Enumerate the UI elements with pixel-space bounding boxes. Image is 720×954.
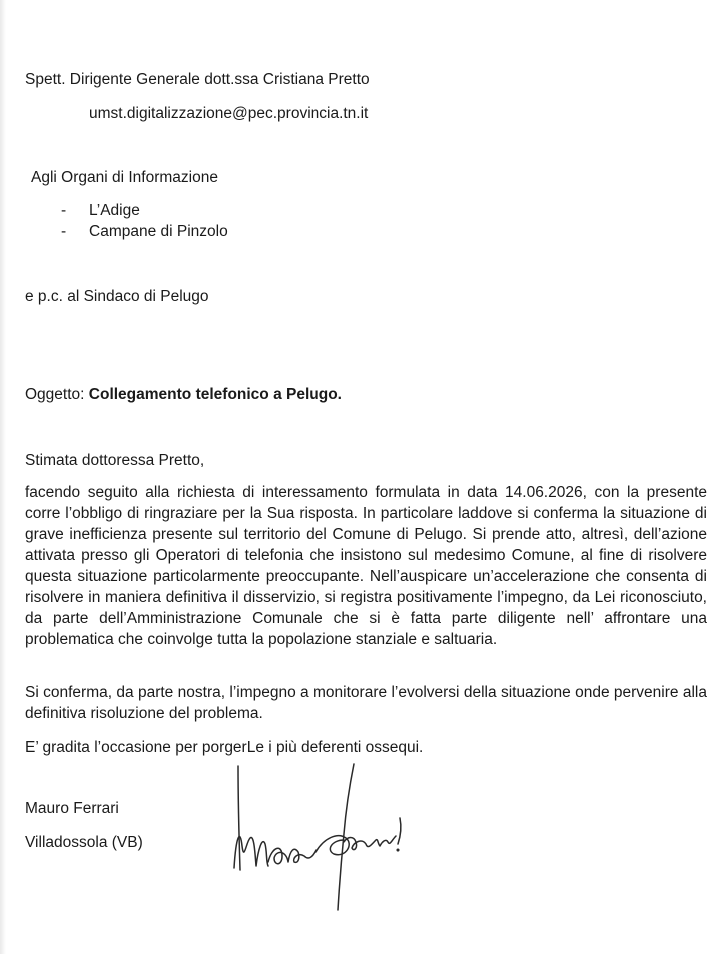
salutation: Stimata dottoressa Pretto, [25,452,205,469]
list-dash: - [61,202,67,219]
media-item-ladige: L’Adige [89,202,140,219]
body-paragraph-2: Si conferma, da parte nostra, l’impegno a monitorare l’evolversi della situazione onde pervenire alla definitiva risoluzione del problema. [25,684,707,722]
handwritten-signature [228,758,428,918]
media-heading: Agli Organi di Informazione [31,169,218,186]
subject-line [25,385,342,405]
closing-line: E’ gradita l’occasione per porgerLe i più deferenti ossequi. [25,739,424,756]
sender-place: Villadossola (VB) [25,834,143,851]
recipient-line: Spett. Dirigente Generale dott.ssa Cristiana Pretto [25,71,370,88]
cc-line: e p.c. al Sindaco di Pelugo [25,288,209,305]
subject-label: Oggetto: [25,386,85,403]
sender-name: Mauro Ferrari [25,800,119,817]
scan-edge [0,0,6,954]
subject-text: Collegamento telefonico a Pelugo. [88,386,342,403]
recipient-email: umst.digitalizzazione@pec.provincia.tn.it [89,105,369,122]
media-item-campane: Campane di Pinzolo [89,223,228,240]
body-paragraph-1: facendo seguito alla richiesta di interessamento formulata in data 14.06.2026, con la presente corre l’obbligo di ringraziare per la Sua risposta. In particolare laddove si conferma la situazione di grave inefficienza presente sul territorio del Comune di Pelugo. Si prende atto, altresì, dell’azione attivata presso gli Operatori di telefonia che insistono sul medesimo Comune, al fine di risolvere questa situazione particolarmente preoccupante. Nell’auspicare un’accelerazione che consenta di risolvere in maniera definitiva il disservizio, si registra positivamente l’impegno, da Lei riconosciuto, da parte dell’Amministrazione Comunale che si è fatta parte diligente nell’ affrontare una problematica che coinvolge tutta la popolazione stanziale e saltuaria. [25,484,707,648]
list-dash: - [61,223,67,240]
